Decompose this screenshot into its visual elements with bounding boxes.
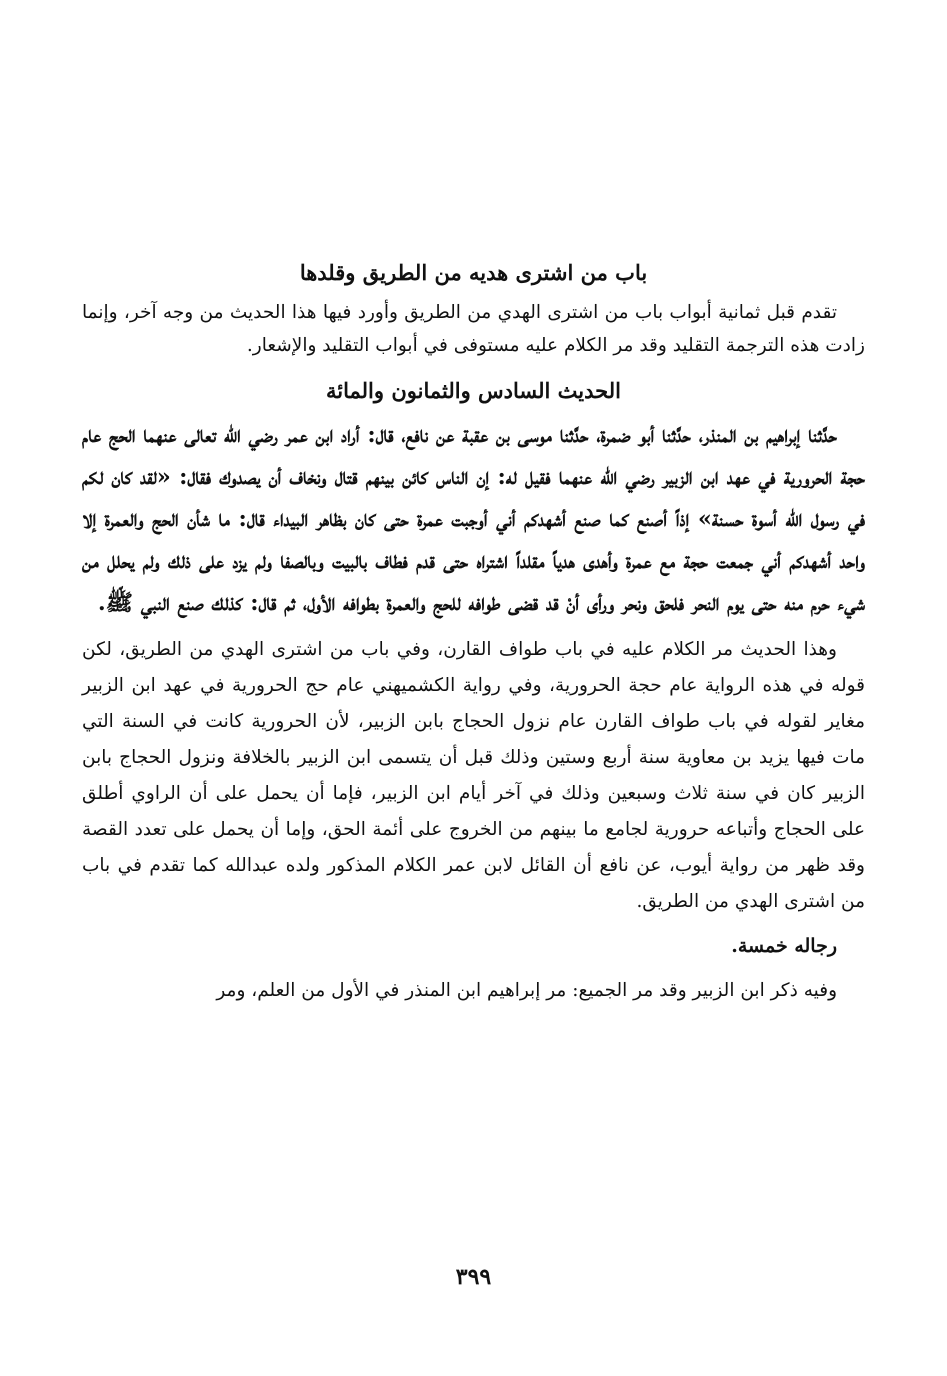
closing-paragraph: وفيه ذكر ابن الزبير وقد مر الجميع: مر إبراهيم ابن المنذر في الأول من العلم، ومر: [216, 980, 837, 1001]
section-title: باب من اشترى هديه من الطريق وقلدها: [299, 260, 648, 285]
page-content: [82, 258, 865, 1008]
hadith-title: الحديث السادس والثمانون والمائة: [326, 378, 621, 403]
hadith-text: حدَّثنا إبراهيم بن المنذر، حدَّثنا أبو ضمرة، حدَّثنا موسى بن عقبة عن نافع، قال: أراد ابن عمر رضي الله تعالى عنهما الحج عام حجة الحرورية في عهد ابن الزبير رضي الله عنهما فقيل له: إن الناس كائن بينهم قتال ونخاف أن يصدوك فقال: «لقد كان لكم في رسول الله أسوة حسنة» إذاً أصنع كما صنع أشهدكم أني أوجبت عمرة حتى كان بظاهر البيداء قال: ما شأن الحج والعمرة إلا واحد أشهدكم أني جمعت حجة مع عمرة وأهدى هدياً مقلداً اشتراه حتى قدم فطاف بالبيت وبالصفا ولم يزد على ذلك ولم يحلل من شيء حرم منه حتى يوم النحر فلحق ونحر ورأى أنْ قد قضى طوافه للحج والعمرة بطوافه الأول، ثم قال: كذلك صنع النبي ﷺ.: [82, 422, 865, 616]
intro-paragraph: تقدم قبل ثمانية أبواب باب من اشترى الهدي من الطريق وأورد فيها هذا الحديث من وجه آخر، وإنما زادت هذه الترجمة التقليد وقد مر الكلام عليه مستوفى في أبواب التقليد والإشعار.: [82, 302, 865, 356]
page-number: ٣٩٩: [455, 1264, 492, 1290]
rijal-heading: رجاله خمسة.: [731, 935, 837, 957]
commentary-paragraph: وهذا الحديث مر الكلام عليه في باب طواف القارن، وفي باب من اشترى الهدي من الطريق، لكن قوله في هذه الرواية عام حجة الحرورية، وفي رواية الكشميهني عام حج الحرورية في عهد ابن الزبير مغاير لقوله في باب طواف القارن عام نزول الحجاج بابن الزبير، لأن الحرورية كانت في السنة التي مات فيها يزيد بن معاوية سنة أربع وستين وذلك قبل أن يتسمى ابن الزبير بالخلافة ونزول الحجاج بابن الزبير كان في سنة ثلاث وسبعين وذلك في آخر أيام ابن الزبير، فإما أن يحمل على أن الراوي أطلق على الحجاج وأتباعه حرورية لجامع ما بينهم من الخروج على أئمة الحق، وإما أن يحمل على تعدد القصة وقد ظهر من رواية أيوب، عن نافع أن القائل لابن عمر الكلام المذكور ولده عبدالله كما تقدم في باب من اشترى الهدي من الطريق.: [82, 639, 865, 912]
